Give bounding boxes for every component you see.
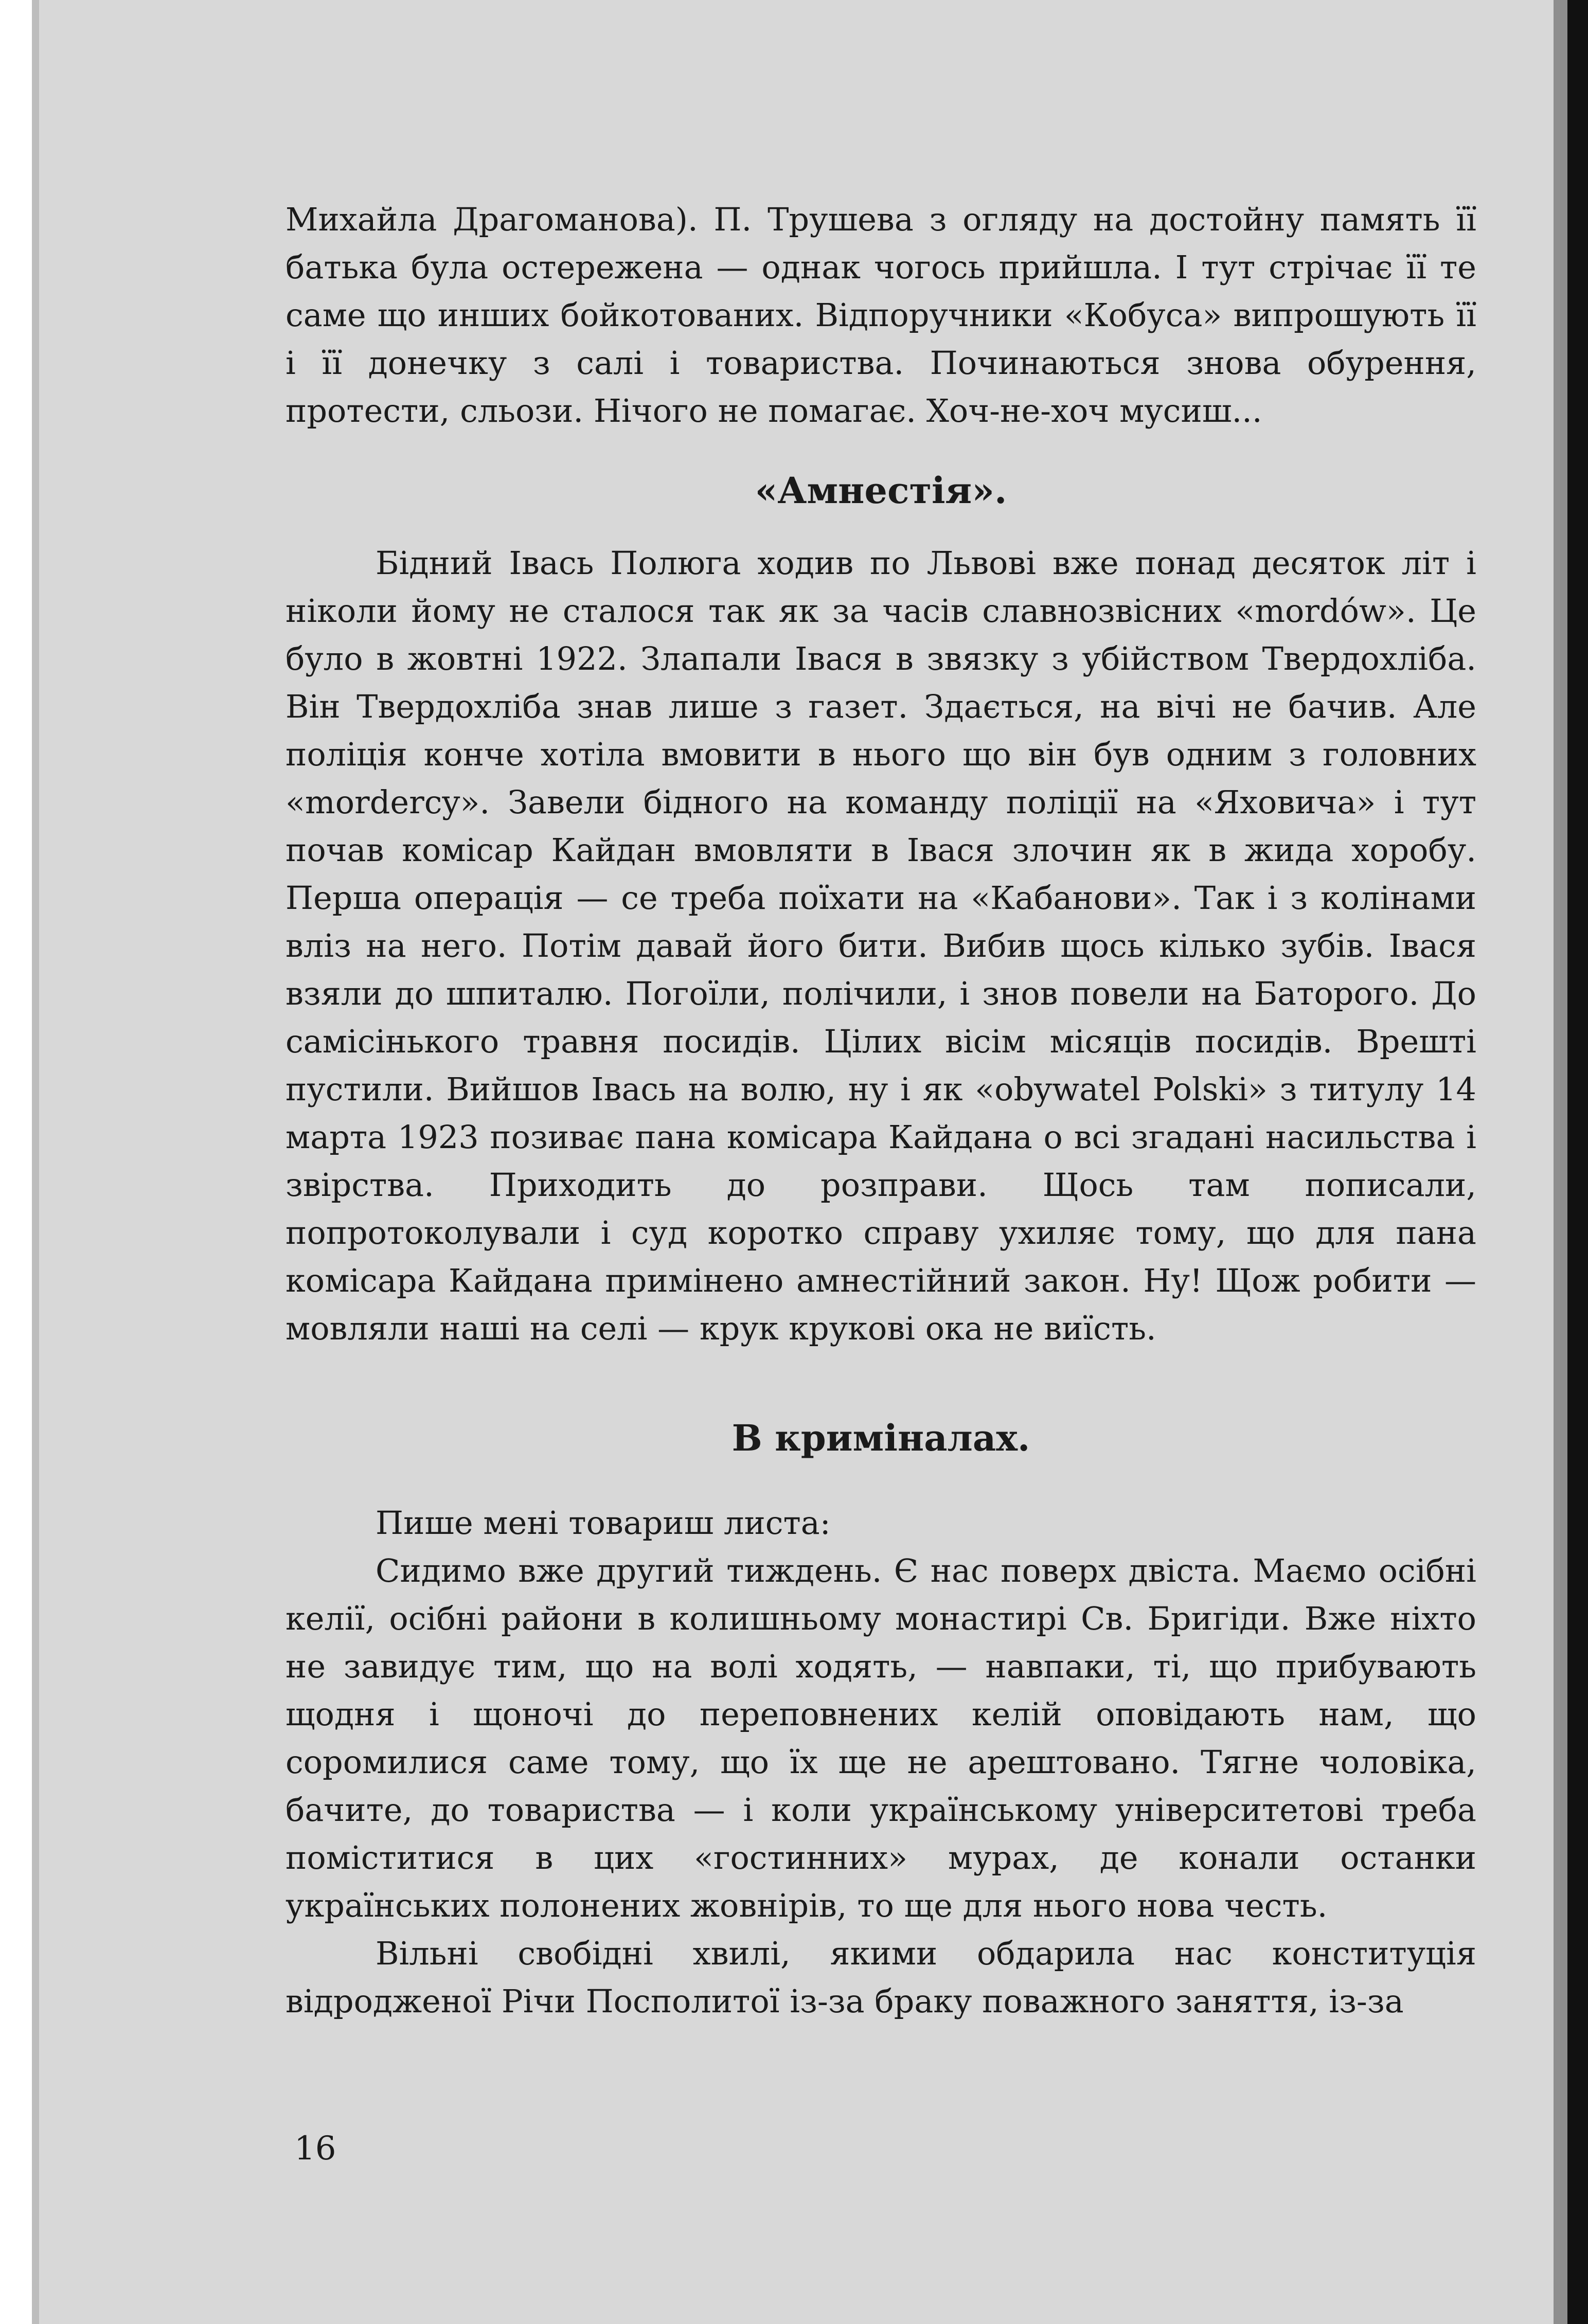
section-heading-amnesty: «Амнестія». xyxy=(755,469,1007,512)
page-number: 16 xyxy=(294,2130,336,2168)
section-heading-criminals: В криміналах. xyxy=(731,1417,1030,1459)
book-binding-edge xyxy=(1567,0,1588,2324)
letter-paragraph-1: Сидимо вже другий тиждень. Є нас поверх двіста. Маємо осібні келії, осібні райони в колишньому монастирі Св. Бригіди. Вже ніхто не завидує тим, що на волі ходять, — навпаки, ті, що прибувають щодня і щоночі до переповнених келій оповідають нам, що соромилися саме тому, що їх ще не арештовано. Тягне чоловіка, бачите, до товариства — і коли українському університетові треба поміститися в цих «гостинних» мурах, де конали останки українських полонених жовнірів, то ще для нього нова честь. xyxy=(286,1552,1476,1924)
page-left-edge xyxy=(32,0,39,2324)
letter-intro-paragraph: Пише мені товариш листа: xyxy=(376,1504,831,1542)
amnesty-paragraph: Бідний Івась Полюга ходив по Львові вже понад десяток літ і ніколи йому не сталося так як за часів славнозвісних «mordów». Це було в жовтні 1922. Злапали Івася в звязку з убійством Твердохліба. Він Твердохліба знав лише з газет. Здається, на вічі не бачив. Але поліція конче хотіла вмовити в нього що він був одним з головних «mordercy». Завели бідного на команду поліції на «Яховича» і тут почав комісар Кайдан вмовляти в Івася злочин як в жида хоробу. Перша операція — се треба поїхати на «Кабанови». Так і з колінами вліз на него. Потім давай його бити. Вибив щось кілько зубів. Івася взяли до шпиталю. Погоїли, полічили, і знов повели на Баторого. До самісінького травня посидів. Цілих вісім місяців посидів. Врешті пустили. Вийшов Івась на волю, ну і як «obywatel Polski» з титулу 14 марта 1923 позиває пана комісара Кайдана о всі згадані насильства і звірства. Приходить до розправи. Щось там пописали, попротоколували і суд коротко справу ухиляє тому, що для пана комісара Кайдана примінено амнестійний закон. Ну! Щож робити — мовляли наші на селі — крук крукові ока не виїсть. xyxy=(286,544,1476,1347)
letter-paragraph-2: Вільні свобідні хвилі, якими обдарила нас конституція відродженої Річи Посполитої із-за браку поважного заняття, із-за xyxy=(286,1935,1476,2020)
body-text xyxy=(286,195,1476,2025)
intro-paragraph: Михайла Драгоманова). П. Трушева з огляду на достойну память її батька була остережена — однак чогось прийшла. І тут стрічає її те саме що инших бойкотованих. Відпоручники «Кобуса» випрошують її і її донечку з салі і товариства. Починаються знова обурення, протести, сльози. Нічого не помагає. Хоч-не-хоч мусиш... xyxy=(286,201,1476,430)
page-gutter-shadow xyxy=(1554,0,1567,2324)
